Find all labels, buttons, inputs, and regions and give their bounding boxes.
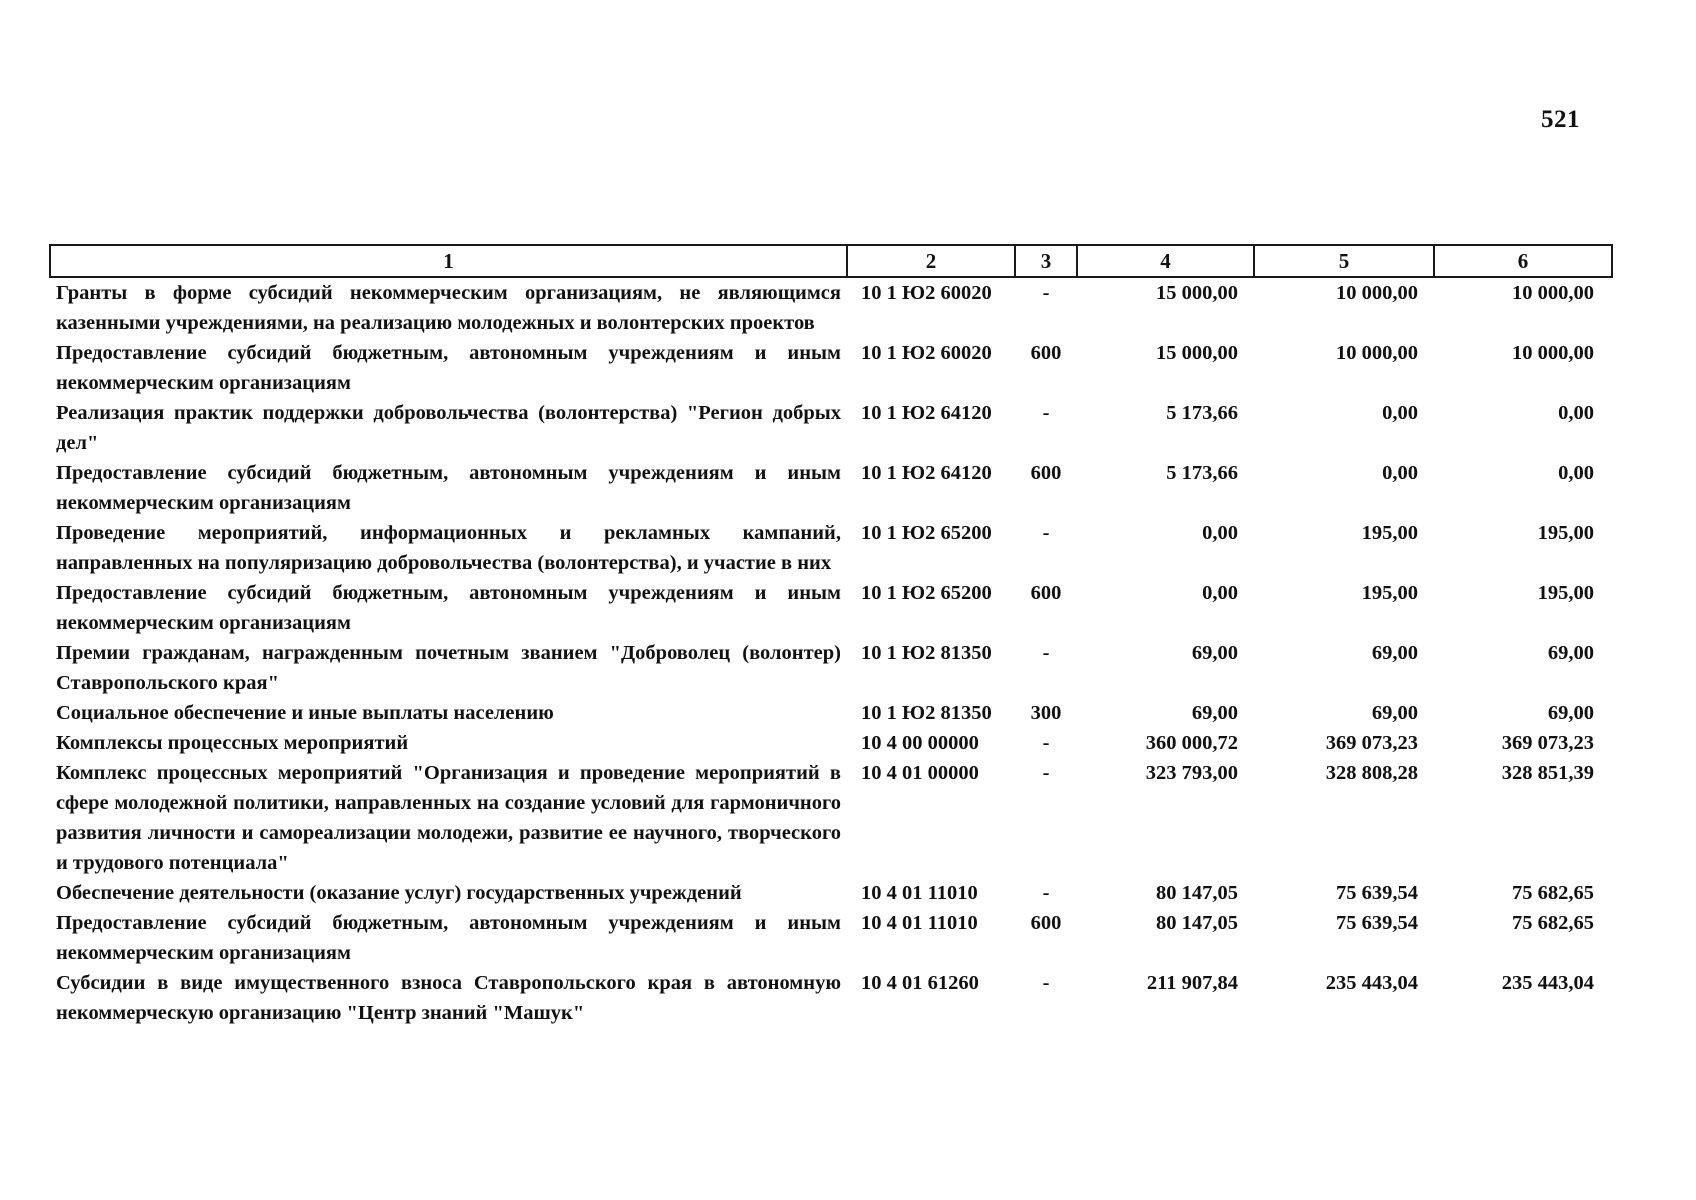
- row-amount-col4: 211 907,84: [1146, 972, 1238, 994]
- row-expense-type: 600: [1030, 582, 1062, 604]
- row-amount-col6: 10 000,00: [1512, 342, 1594, 364]
- table-header-row: [50, 245, 1612, 277]
- row-description: Субсидии в виде имущественного взноса Ставропольского края в автономную некоммерческую организацию "Центр знаний "Машук": [56, 972, 841, 1024]
- row-amount-col5: 0,00: [1382, 402, 1418, 424]
- column-header-5: 5: [1254, 245, 1434, 277]
- row-amount-col4: 15 000,00: [1156, 342, 1238, 364]
- row-expense-type: -: [1042, 732, 1050, 754]
- row-amount-col5: 10 000,00: [1336, 342, 1418, 364]
- row-amount-col6: 69,00: [1547, 702, 1594, 724]
- table-row: [50, 277, 1612, 338]
- row-expense-type: 600: [1030, 912, 1062, 934]
- row-target-code: 10 1 Ю2 60020: [861, 342, 992, 364]
- row-target-code: 10 1 Ю2 81350: [861, 702, 992, 724]
- row-amount-col5: 75 639,54: [1336, 912, 1418, 934]
- row-expense-type: -: [1042, 402, 1050, 424]
- row-amount-col5: 0,00: [1382, 462, 1418, 484]
- row-description: Социальное обеспечение и иные выплаты населению: [56, 702, 554, 724]
- row-description: Комплексы процессных мероприятий: [56, 732, 409, 754]
- row-amount-col5: 235 443,04: [1325, 972, 1418, 994]
- row-expense-type: 600: [1030, 342, 1062, 364]
- row-amount-col4: 0,00: [1202, 582, 1238, 604]
- row-target-code: 10 4 01 11010: [861, 912, 978, 934]
- row-amount-col6: 75 682,65: [1512, 882, 1594, 904]
- row-description: Предоставление субсидий бюджетным, автономным учреждениям и иным некоммерческим организациям: [56, 912, 841, 964]
- row-expense-type: -: [1042, 972, 1050, 994]
- row-expense-type: -: [1042, 282, 1050, 304]
- row-target-code: 10 1 Ю2 60020: [861, 282, 992, 304]
- column-header-6: 6: [1434, 245, 1612, 277]
- row-description: Предоставление субсидий бюджетным, автономным учреждениям и иным некоммерческим организациям: [56, 462, 841, 514]
- row-amount-col5: 195,00: [1361, 582, 1418, 604]
- row-amount-col4: 80 147,05: [1156, 912, 1238, 934]
- column-header-3: 3: [1015, 245, 1077, 277]
- row-amount-col6: 10 000,00: [1512, 282, 1594, 304]
- table-row: [50, 878, 1612, 908]
- row-expense-type: -: [1042, 882, 1050, 904]
- row-amount-col4: 0,00: [1202, 522, 1238, 544]
- row-amount-col5: 10 000,00: [1336, 282, 1418, 304]
- column-header-1: 1: [50, 245, 847, 277]
- row-description: Реализация практик поддержки добровольчества (волонтерства) "Регион добрых дел": [56, 402, 841, 454]
- row-target-code: 10 4 01 00000: [861, 762, 979, 784]
- row-amount-col6: 0,00: [1558, 402, 1594, 424]
- row-target-code: 10 1 Ю2 65200: [861, 522, 992, 544]
- column-header-2: 2: [847, 245, 1015, 277]
- row-target-code: 10 4 01 61260: [861, 972, 979, 994]
- row-amount-col4: 323 793,00: [1145, 762, 1238, 784]
- row-amount-col4: 80 147,05: [1156, 882, 1238, 904]
- budget-table-container: [49, 244, 1611, 1028]
- row-amount-col4: 5 173,66: [1166, 462, 1238, 484]
- row-amount-col6: 195,00: [1537, 582, 1594, 604]
- row-target-code: 10 1 Ю2 81350: [861, 642, 992, 664]
- table-row: [50, 338, 1612, 398]
- table-row: [50, 698, 1612, 728]
- row-description: Проведение мероприятий, информационных и рекламных кампаний, направленных на популяризацию добровольчества (волонтерства), и участие в них: [56, 522, 841, 574]
- row-amount-col5: 75 639,54: [1336, 882, 1418, 904]
- row-amount-col6: 69,00: [1547, 642, 1594, 664]
- row-expense-type: -: [1042, 762, 1050, 784]
- table-row: [50, 968, 1612, 1028]
- row-amount-col5: 328 808,28: [1325, 762, 1418, 784]
- row-amount-col4: 15 000,00: [1156, 282, 1238, 304]
- table-row: [50, 518, 1612, 578]
- row-amount-col6: 0,00: [1558, 462, 1594, 484]
- row-description: Обеспечение деятельности (оказание услуг) государственных учреждений: [56, 882, 742, 904]
- row-amount-col5: 369 073,23: [1325, 732, 1418, 754]
- table-row: [50, 908, 1612, 968]
- row-target-code: 10 1 Ю2 65200: [861, 582, 992, 604]
- budget-table: [49, 244, 1613, 1028]
- row-expense-type: -: [1042, 522, 1050, 544]
- row-target-code: 10 1 Ю2 64120: [861, 402, 992, 424]
- row-amount-col6: 235 443,04: [1501, 972, 1594, 994]
- table-row: [50, 458, 1612, 518]
- row-expense-type: -: [1042, 642, 1050, 664]
- row-amount-col5: 69,00: [1371, 702, 1418, 724]
- row-target-code: 10 4 00 00000: [861, 732, 979, 754]
- row-target-code: 10 4 01 11010: [861, 882, 978, 904]
- page-number: 521: [1541, 106, 1580, 133]
- row-target-code: 10 1 Ю2 64120: [861, 462, 992, 484]
- row-amount-col4: 69,00: [1191, 702, 1238, 724]
- table-body: [50, 277, 1612, 1028]
- row-amount-col5: 69,00: [1371, 642, 1418, 664]
- row-amount-col6: 369 073,23: [1501, 732, 1594, 754]
- row-amount-col6: 195,00: [1537, 522, 1594, 544]
- row-description: Комплекс процессных мероприятий "Организация и проведение мероприятий в сфере молодежной политики, направленных на создание условий для гармоничного развития личности и самореализации молодежи, развитие ее научного, творческого и трудового потенциала": [56, 762, 841, 874]
- table-row: [50, 398, 1612, 458]
- row-amount-col4: 5 173,66: [1166, 402, 1238, 424]
- row-amount-col6: 328 851,39: [1501, 762, 1594, 784]
- row-expense-type: 300: [1030, 702, 1062, 724]
- table-row: [50, 728, 1612, 758]
- table-row: [50, 758, 1612, 878]
- row-description: Премии гражданам, награжденным почетным званием "Доброволец (волонтер) Ставропольского края": [56, 642, 841, 694]
- table-row: [50, 638, 1612, 698]
- row-amount-col4: 360 000,72: [1145, 732, 1238, 754]
- row-amount-col4: 69,00: [1191, 642, 1238, 664]
- row-expense-type: 600: [1030, 462, 1062, 484]
- column-header-4: 4: [1077, 245, 1254, 277]
- row-description: Предоставление субсидий бюджетным, автономным учреждениям и иным некоммерческим организациям: [56, 582, 841, 634]
- row-amount-col5: 195,00: [1361, 522, 1418, 544]
- row-description: Гранты в форме субсидий некоммерческим организациям, не являющимся казенными учреждениями, на реализацию молодежных и волонтерских проектов: [56, 282, 841, 334]
- row-amount-col6: 75 682,65: [1512, 912, 1594, 934]
- table-row: [50, 578, 1612, 638]
- row-description: Предоставление субсидий бюджетным, автономным учреждениям и иным некоммерческим организациям: [56, 342, 841, 394]
